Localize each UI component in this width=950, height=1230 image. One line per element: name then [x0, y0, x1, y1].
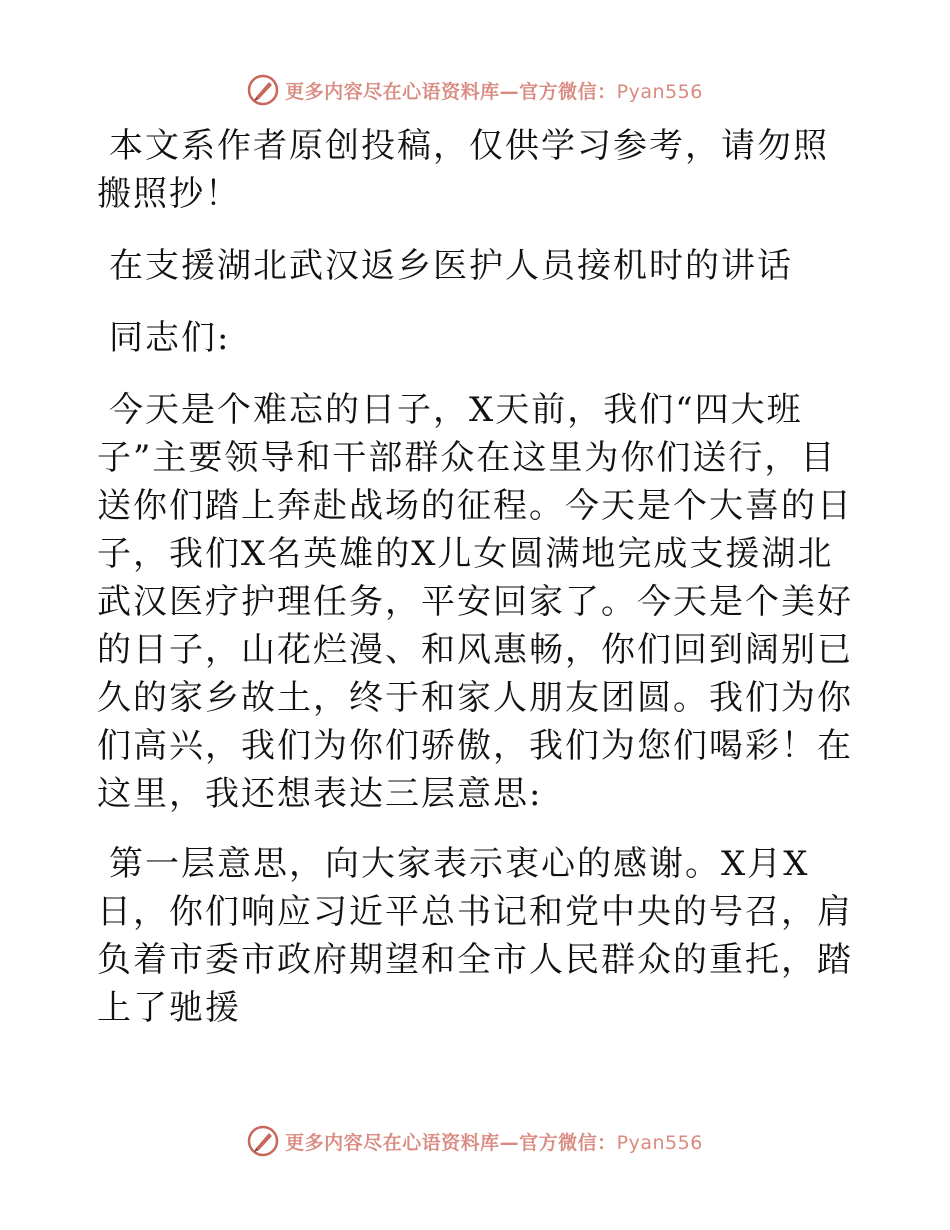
notice-paragraph: 本文系作者原创投稿，仅供学习参考，请勿照搬照抄！	[97, 126, 829, 214]
watermark-text: 更多内容尽在心语资料库—官方微信：Pyan556	[285, 80, 703, 103]
speech-title: 在支援湖北武汉返乡医护人员接机时的讲话	[109, 246, 793, 286]
document-body	[97, 122, 857, 1056]
watermark-text: 更多内容尽在心语资料库—官方微信：Pyan556	[285, 1131, 703, 1154]
body-paragraph: 第一层意思，向大家表示衷心的感谢。X月X日，你们响应习近平总书记和党中央的号召，肩负着市委市政府期望和全市人民群众的重托，踏上了驰援	[97, 844, 853, 1028]
salutation: 同志们:	[109, 318, 231, 358]
footer-watermark	[0, 1121, 950, 1161]
header-watermark	[0, 70, 950, 110]
quill-pen-icon	[247, 1125, 279, 1157]
quill-pen-icon	[247, 74, 279, 106]
body-paragraph: 今天是个难忘的日子，X天前，我们“四大班子”主要领导和干部群众在这里为你们送行，目送你们踏上奔赴战场的征程。今天是个大喜的日子，我们X名英雄的X儿女圆满地完成支援湖北武汉医疗护理任务，平安回家了。今天是个美好的日子，山花烂漫、和风惠畅，你们回到阔别已久的家乡故土，终于和家人朋友团圆。我们为你们高兴，我们为你们骄傲，我们为您们喝彩！在这里，我还想表达三层意思:	[97, 390, 853, 814]
